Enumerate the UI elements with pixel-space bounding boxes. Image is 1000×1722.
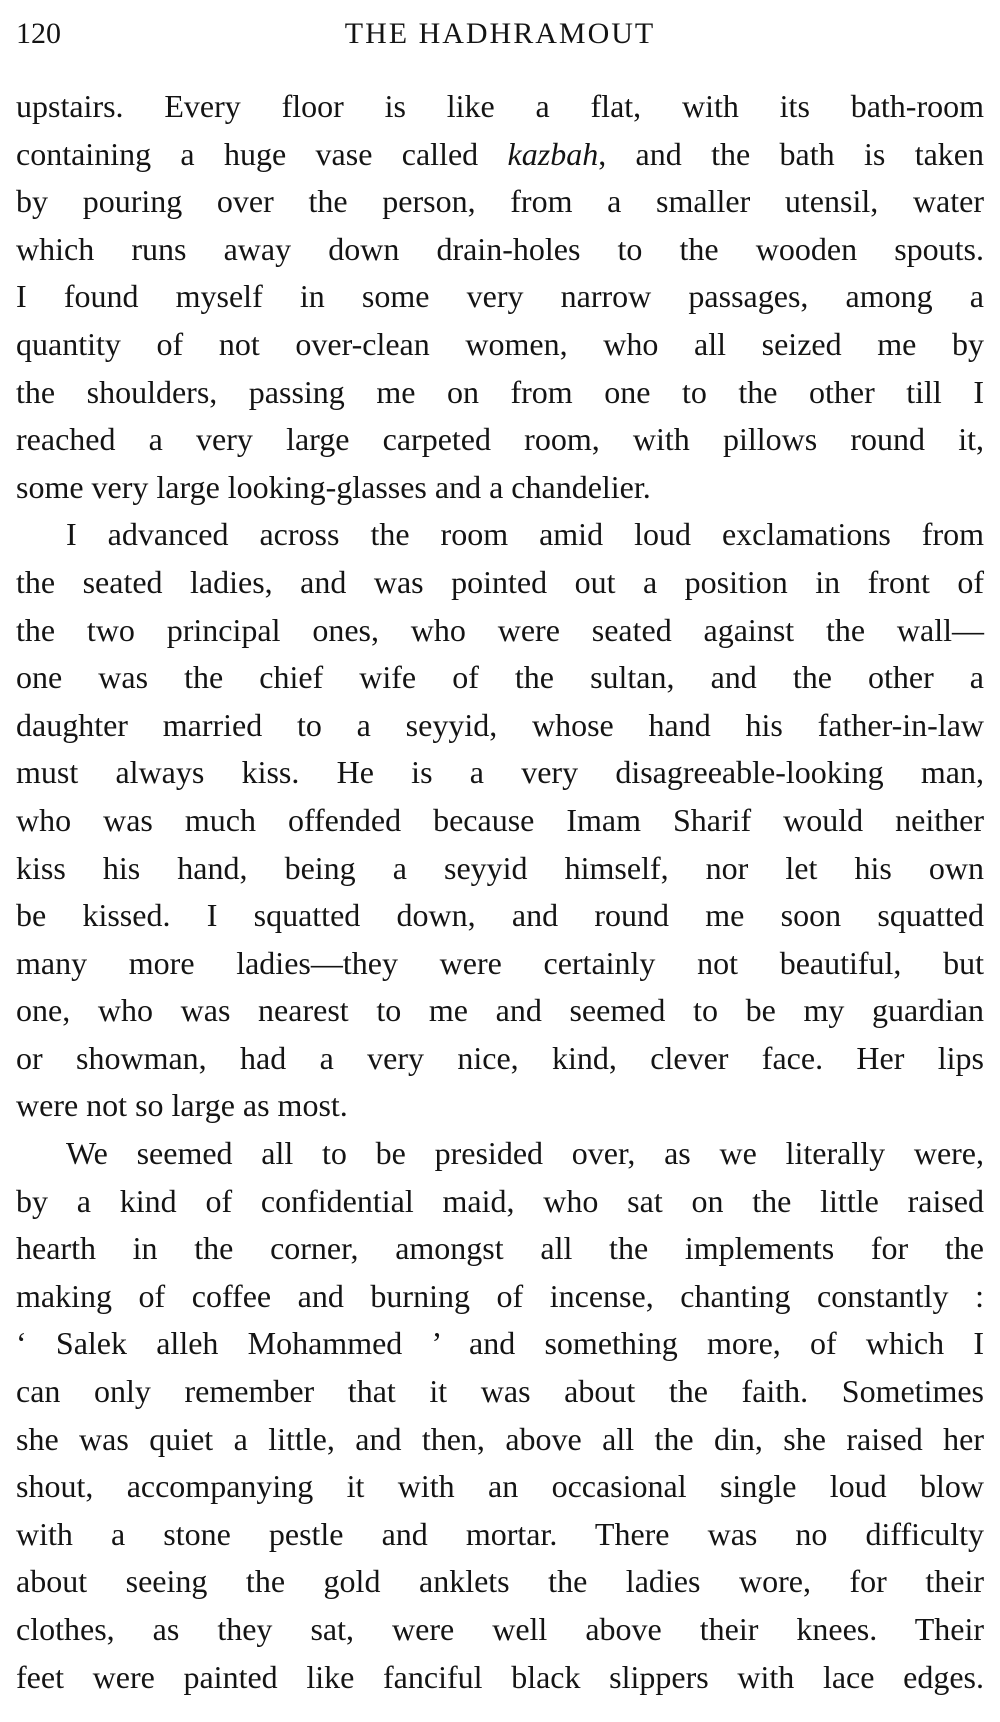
text-line: making of coffee and burning of incense, chanting constantly :	[16, 1277, 984, 1314]
body-text	[16, 83, 984, 1701]
text-line: the two principal ones, who were seated against the wall—	[16, 611, 984, 648]
text-line: about seeing the gold anklets the ladies wore, for their	[16, 1563, 984, 1600]
running-title: THE HADHRAMOUT	[344, 17, 656, 50]
text-line: by pouring over the person, from a smaller utensil, water	[16, 183, 984, 220]
text-line: the shoulders, passing me on from one to the other till I	[16, 373, 984, 410]
text-line: containing a huge vase called kazbah, and the bath is taken	[16, 135, 985, 172]
text-line: must always kiss. He is a very disagreeable-looking man,	[16, 754, 984, 791]
text-line: I found myself in some very narrow passages, among a	[16, 278, 984, 315]
text-line: upstairs. Every floor is like a flat, with its bath-room	[16, 88, 984, 124]
text-line: I advanced across the room amid loud exclamations from	[66, 516, 984, 553]
text-line: with a stone pestle and mortar. There was no difficulty	[16, 1515, 984, 1552]
text-line: by a kind of confidential maid, who sat on the little raised	[16, 1182, 984, 1219]
text-line: feet were painted like fanciful black slippers with lace edges.	[16, 1658, 984, 1695]
text-line: many more ladies—they were certainly not beautiful, but	[16, 944, 984, 981]
text-line: shout, accompanying it with an occasional single loud blow	[16, 1468, 984, 1505]
page-header	[16, 14, 984, 54]
paragraph-3	[16, 1130, 984, 1701]
paragraph-1	[16, 83, 984, 511]
text-line: reached a very large carpeted room, with pillows round it,	[16, 421, 984, 458]
paragraph-2	[16, 511, 984, 1130]
text-line: the seated ladies, and was pointed out a position in front of	[16, 563, 984, 600]
text-line: ‘ Salek alleh Mohammed ’ and something more, of which I	[16, 1325, 984, 1362]
page-number: 120	[16, 17, 61, 50]
text-line: or showman, had a very nice, kind, clever face. Her lips	[16, 1039, 984, 1076]
text-line: were not so large as most.	[16, 1087, 348, 1124]
text-line: can only remember that it was about the faith. Sometimes	[16, 1373, 984, 1410]
text-line: some very large looking-glasses and a chandelier.	[16, 468, 651, 505]
text-line: one was the chief wife of the sultan, and the other a	[16, 659, 984, 696]
text-line: clothes, as they sat, were well above their knees. Their	[16, 1611, 984, 1647]
text-line: she was quiet a little, and then, above all the din, she raised her	[16, 1420, 984, 1457]
text-line: who was much offended because Imam Sharif would neither	[16, 801, 984, 838]
text-line: kiss his hand, being a seyyid himself, nor let his own	[16, 849, 984, 886]
text-line: quantity of not over-clean women, who all seized me by	[16, 325, 984, 362]
text-line: We seemed all to be presided over, as we literally were,	[66, 1135, 984, 1172]
text-line: daughter married to a seyyid, whose hand his father-in-law	[16, 706, 984, 743]
text-line: one, who was nearest to me and seemed to be my guardian	[16, 992, 984, 1029]
text-line: hearth in the corner, amongst all the implements for the	[16, 1230, 984, 1267]
text-line: which runs away down drain-holes to the wooden spouts.	[16, 230, 984, 267]
text-line: be kissed. I squatted down, and round me soon squatted	[16, 897, 984, 934]
